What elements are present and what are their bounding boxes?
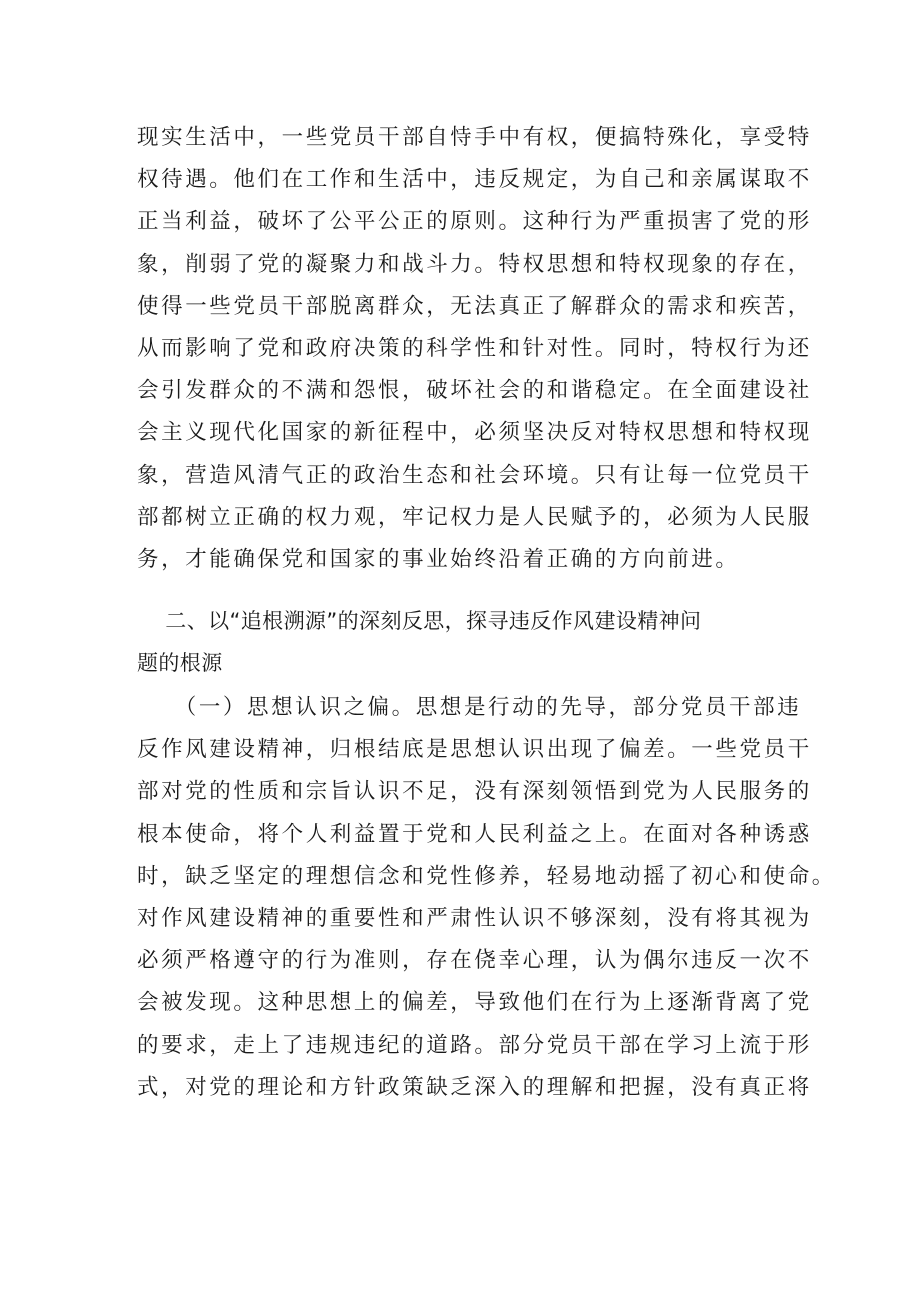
paragraph-line: 对作风建设精神的重要性和严肃性认识不够深刻，没有将其视为: [137, 905, 812, 931]
paragraph-line: 部对党的性质和宗旨认识不足，没有深刻领悟到党为人民服务的: [137, 779, 812, 805]
body-paragraph: [137, 117, 812, 581]
paragraph-line: 现实生活中，一些党员干部自恃手中有权，便搞特殊化，享受特: [137, 125, 812, 150]
paragraph-line: 象，削弱了党的凝聚力和战斗力。特权思想和特权现象的存在，: [137, 251, 812, 277]
paragraph-line: 务，才能确保党和国家的事业始终沿着正确的方向前进。: [137, 546, 740, 572]
paragraph-line: 时，缺乏坚定的理想信念和党性修养，轻易地动摇了初心和使命。: [137, 863, 836, 889]
section-heading: [137, 600, 797, 684]
paragraph-line: 式，对党的理论和方针政策缺乏深入的理解和把握，没有真正将: [137, 1074, 812, 1100]
paragraph-line: 会主义现代化国家的新征程中，必须坚决反对特权思想和特权现: [137, 420, 812, 446]
paragraph-line: 使得一些党员干部脱离群众，无法真正了解群众的需求和疾苦，: [137, 293, 812, 319]
paragraph-line: 会被发现。这种思想上的偏差，导致他们在行为上逐渐背离了党: [137, 990, 812, 1016]
paragraph-line: 会引发群众的不满和怨恨，破坏社会的和谐稳定。在全面建设社: [137, 378, 812, 404]
paragraph-line: 象，营造风清气正的政治生态和社会环境。只有让每一位党员干: [137, 462, 812, 488]
paragraph-line: 必须严格遵守的行为准则，存在侥幸心理，认为偶尔违反一次不: [137, 948, 812, 974]
body-paragraph: [137, 687, 836, 1109]
heading-line: 题的根源: [137, 651, 223, 676]
paragraph-line: （一）思想认识之偏。思想是行动的先导，部分党员干部违: [137, 695, 802, 720]
paragraph-line: 反作风建设精神，归根结底是思想认识出现了偏差。一些党员干: [137, 737, 812, 763]
paragraph-line: 从而影响了党和政府决策的科学性和针对性。同时，特权行为还: [137, 335, 812, 361]
paragraph-line: 权待遇。他们在工作和生活中，违反规定，为自己和亲属谋取不: [137, 167, 812, 193]
paragraph-line: 部都树立正确的权力观，牢记权力是人民赋予的，必须为人民服: [137, 504, 812, 530]
heading-line: 二、以“追根溯源”的深刻反思，探寻违反作风建设精神问: [137, 609, 702, 633]
paragraph-line: 的要求，走上了违规违纪的道路。部分党员干部在学习上流于形: [137, 1032, 812, 1058]
paragraph-line: 根本使命，将个人利益置于党和人民利益之上。在面对各种诱惑: [137, 821, 812, 847]
paragraph-line: 正当利益，破坏了公平公正的原则。这种行为严重损害了党的形: [137, 209, 812, 235]
